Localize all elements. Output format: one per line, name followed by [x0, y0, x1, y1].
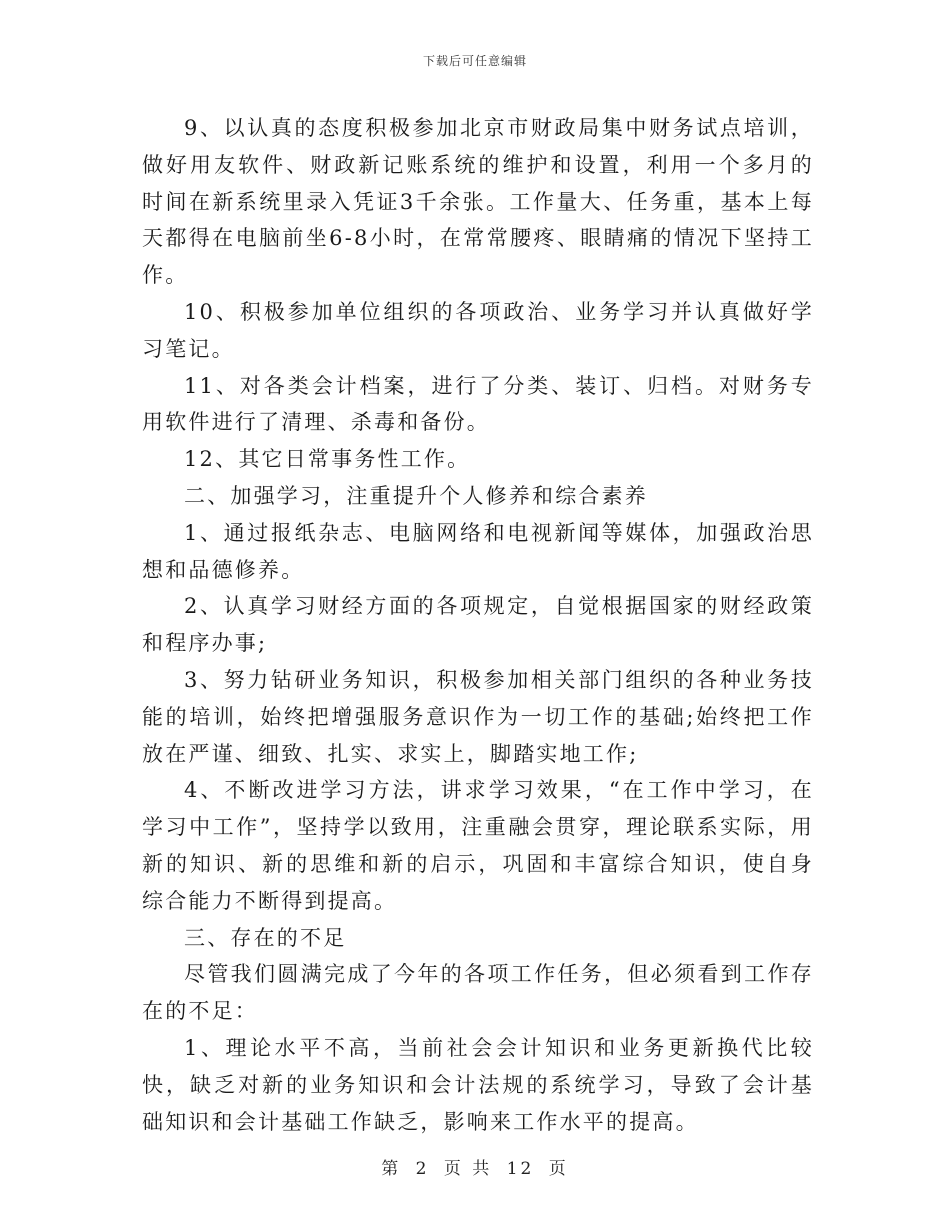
section-heading-3: 三、存在的不足	[184, 925, 347, 950]
paragraph-item-11: 11、对各类会计档案，进行了分类、装订、归档。对财务专用软件进行了清理、杀毒和备份。	[142, 373, 814, 435]
page-footer	[0, 1154, 950, 1179]
section-heading-2: 二、加强学习，注重提升个人修养和综合素养	[184, 483, 648, 508]
footer-page-number: 2	[415, 1159, 430, 1179]
paragraph-item-12: 12、其它日常事务性工作。	[184, 447, 471, 472]
page-header: 下载后可任意编辑	[422, 54, 527, 68]
footer-prefix: 第	[381, 1159, 402, 1179]
footer-total-pages: 12	[506, 1159, 535, 1179]
document-body	[142, 110, 814, 1140]
paragraph-shortcoming-1: 1、理论水平不高，当前社会会计知识和业务更新换代比较快，缺乏对新的业务知识和会计法规的系统学习，导致了会计基础知识和会计基础工作缺乏，影响来工作水平的提高。	[142, 1035, 814, 1134]
paragraph-study-1: 1、通过报纸杂志、电脑网络和电视新闻等媒体，加强政治思想和品德修养。	[142, 520, 814, 582]
paragraph-study-3: 3、努力钻研业务知识，积极参加相关部门组织的各种业务技能的培训，始终把增强服务意识作为一切工作的基础;始终把工作放在严谨、细致、扎实、求实上，脚踏实地工作;	[142, 667, 814, 766]
paragraph-item-10: 10、积极参加单位组织的各项政治、业务学习并认真做好学习笔记。	[142, 299, 814, 361]
paragraph-study-2: 2、认真学习财经方面的各项规定，自觉根据国家的财经政策和程序办事;	[142, 594, 814, 656]
paragraph-shortcomings-intro: 尽管我们圆满完成了今年的各项工作任务，但必须看到工作存在的不足：	[142, 962, 814, 1024]
footer-middle: 页 共	[443, 1159, 493, 1179]
paragraph-study-4: 4、不断改进学习方法，讲求学习效果，“在工作中学习，在学习中工作”，坚持学以致用，注重融会贯穿，理论联系实际，用新的知识、新的思维和新的启示，巩固和丰富综合知识，使自身综合能力不断得到提高。	[142, 778, 814, 913]
paragraph-item-9: 9、以认真的态度积极参加北京市财政局集中财务试点培训，做好用友软件、财政新记账系统的维护和设置，利用一个多月的时间在新系统里录入凭证3千余张。工作量大、任务重，基本上每天都得在电脑前坐6-8小时，在常常腰疼、眼睛痛的情况下坚持工作。	[142, 116, 814, 288]
footer-suffix: 页	[548, 1159, 569, 1179]
